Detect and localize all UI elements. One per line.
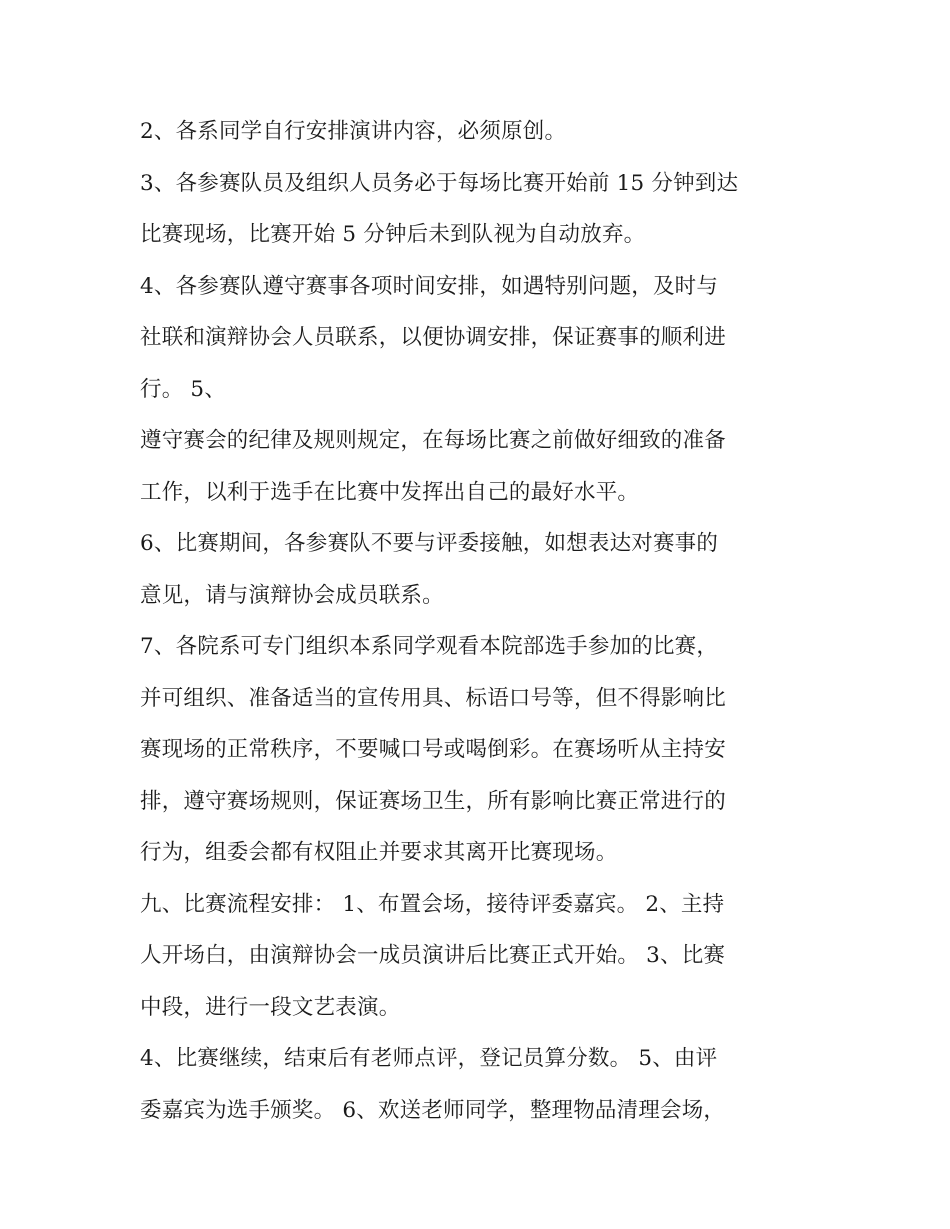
text-line: 工作，以利于选手在比赛中发挥出自己的最好水平。 <box>140 479 640 505</box>
document-body <box>140 106 820 1136</box>
text-line: 中段，进行一段文艺表演。 <box>140 994 401 1020</box>
text-line: 行。 5、 <box>140 376 227 402</box>
text-line: 意见，请与演辩协会成员联系。 <box>140 582 444 608</box>
text-line: 2、各系同学自行安排演讲内容，必须原创。 <box>140 119 567 144</box>
text-line: 6、比赛期间，各参赛队不要与评委接触，如想表达对赛事的 <box>140 531 719 556</box>
text-line: 7、各院系可专门组织本系同学观看本院部选手参加的比赛， <box>140 634 719 659</box>
text-line: 4、比赛继续，结束后有老师点评，登记员算分数。 5、由评 <box>140 1046 718 1071</box>
text-line: 并可组织、准备适当的宣传用具、标语口号等，但不得影响比 <box>140 685 726 711</box>
text-line: 社联和演辩协会人员联系，以便协调安排，保证赛事的顺利进 <box>140 325 726 350</box>
text-line: 4、各参赛队遵守赛事各项时间安排，如遇特别问题，及时与 <box>140 273 719 299</box>
text-line: 3、各参赛队员及组织人员务必于每场比赛开始前 15 分钟到达 <box>140 170 739 196</box>
text-line: 赛现场的正常秩序，不要喊口号或喝倒彩。在赛场听从主持安 <box>140 737 726 762</box>
text-line: 九、比赛流程安排： 1、布置会场，接待评委嘉宾。 2、主持 <box>140 891 725 917</box>
text-line: 遵守赛会的纪律及规则规定，在每场比赛之前做好细致的准备 <box>140 428 726 453</box>
text-line: 比赛现场，比赛开始 5 分钟后未到队视为自动放弃。 <box>140 222 646 247</box>
text-line: 排，遵守赛场规则，保证赛场卫生，所有影响比赛正常进行的 <box>140 788 726 814</box>
text-line: 行为，组委会都有权阻止并要求其离开比赛现场。 <box>140 840 618 865</box>
text-line: 委嘉宾为选手颁奖。 6、欢送老师同学，整理物品清理会场， <box>140 1097 726 1123</box>
text-line: 人开场白，由演辩协会一成员演讲后比赛正式开始。 3、比赛 <box>140 943 726 968</box>
